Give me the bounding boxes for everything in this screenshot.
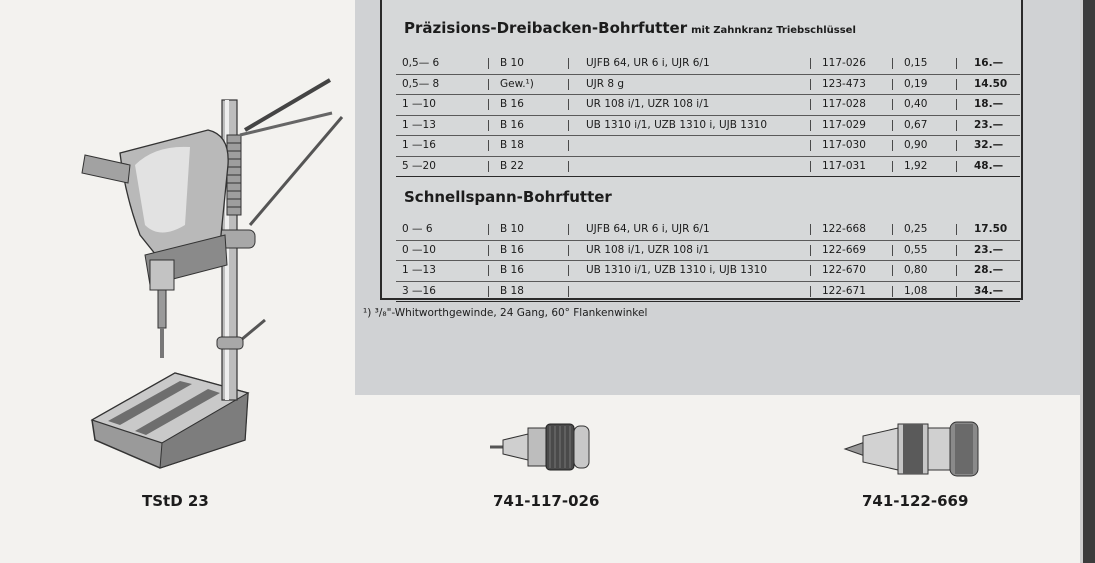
chuck-size-cell: 5 —20 bbox=[402, 159, 436, 172]
chuck-size-cell: 0,5— 8 bbox=[402, 77, 440, 90]
column-divider bbox=[568, 120, 569, 131]
cone-cell: B 18 bbox=[500, 284, 524, 297]
column-divider bbox=[810, 99, 811, 110]
weight-cell: 0,90 bbox=[904, 139, 928, 151]
weight-cell: 1,92 bbox=[904, 159, 928, 172]
weight-cell: 0,80 bbox=[904, 264, 928, 276]
chuck-price-table bbox=[380, 0, 1023, 300]
machines-cell: UR 108 i/1, UZR 108 i/1 bbox=[586, 243, 710, 256]
keyless-chuck-rows bbox=[396, 220, 1020, 302]
column-divider bbox=[568, 161, 569, 172]
drill-press-stand-image bbox=[80, 75, 350, 475]
column-divider bbox=[956, 120, 957, 131]
column-divider bbox=[892, 224, 893, 235]
chuck-size-cell: 1 —13 bbox=[402, 118, 436, 131]
weight-cell: 0,19 bbox=[904, 77, 928, 90]
table-row bbox=[396, 95, 1020, 116]
order-number-cell: 122-670 bbox=[822, 264, 866, 276]
order-number-cell: 122-671 bbox=[822, 284, 866, 297]
cone-cell: B 16 bbox=[500, 264, 524, 276]
column-divider bbox=[956, 224, 957, 235]
chuck-size-cell: 0 — 6 bbox=[402, 223, 433, 235]
chuck-size-cell: 0 —10 bbox=[402, 243, 436, 256]
column-divider bbox=[892, 99, 893, 110]
price-cell: 48.— bbox=[974, 159, 1004, 172]
column-divider bbox=[568, 99, 569, 110]
column-divider bbox=[488, 286, 489, 297]
footnote: ¹) ³/₈"-Whitworthgewinde, 24 Gang, 60° Flankenwinkel bbox=[363, 307, 648, 319]
table-row bbox=[396, 54, 1020, 75]
order-number-cell: 117-031 bbox=[822, 159, 866, 172]
section-title-keyless: Schnellspann-Bohrfutter bbox=[404, 188, 612, 206]
price-cell: 23.— bbox=[974, 243, 1004, 256]
column-divider bbox=[810, 245, 811, 256]
weight-cell: 0,67 bbox=[904, 118, 928, 131]
cone-cell: B 10 bbox=[500, 57, 524, 69]
column-divider bbox=[892, 161, 893, 172]
column-divider bbox=[892, 265, 893, 276]
weight-cell: 0,55 bbox=[904, 243, 928, 256]
column-divider bbox=[956, 99, 957, 110]
column-divider bbox=[810, 161, 811, 172]
column-divider bbox=[488, 265, 489, 276]
price-cell: 34.— bbox=[974, 284, 1004, 297]
cone-cell: B 16 bbox=[500, 243, 524, 256]
cone-cell: Gew.¹) bbox=[500, 77, 534, 90]
column-divider bbox=[956, 140, 957, 151]
column-divider bbox=[488, 161, 489, 172]
column-divider bbox=[892, 140, 893, 151]
keyless-drill-chuck-image bbox=[843, 418, 981, 480]
price-cell: 14.50 bbox=[974, 77, 1008, 90]
cone-cell: B 16 bbox=[500, 98, 524, 110]
chuck-size-cell: 1 —16 bbox=[402, 139, 436, 151]
column-divider bbox=[810, 120, 811, 131]
table-row bbox=[396, 241, 1020, 262]
column-divider bbox=[810, 140, 811, 151]
chuck-size-cell: 3 —16 bbox=[402, 284, 436, 297]
column-divider bbox=[488, 58, 489, 69]
cone-cell: B 16 bbox=[500, 118, 524, 131]
column-divider bbox=[488, 224, 489, 235]
column-divider bbox=[568, 265, 569, 276]
weight-cell: 0,15 bbox=[904, 57, 928, 69]
column-divider bbox=[568, 245, 569, 256]
column-divider bbox=[892, 58, 893, 69]
caption-chuck-1: 741-117-026 bbox=[493, 492, 600, 510]
price-cell: 16.— bbox=[974, 57, 1004, 69]
column-divider bbox=[568, 58, 569, 69]
section-title-precision-text: Präzisions-Dreibacken-Bohrfutter bbox=[404, 19, 688, 37]
order-number-cell: 117-026 bbox=[822, 57, 866, 69]
precision-chuck-rows bbox=[396, 54, 1020, 177]
column-divider bbox=[892, 79, 893, 90]
column-divider bbox=[892, 245, 893, 256]
weight-cell: 0,25 bbox=[904, 223, 928, 235]
column-divider bbox=[568, 224, 569, 235]
column-divider bbox=[810, 79, 811, 90]
order-number-cell: 122-668 bbox=[822, 223, 866, 235]
caption-stand: TStD 23 bbox=[142, 492, 209, 510]
column-divider bbox=[956, 58, 957, 69]
section-subtitle-precision: mit Zahnkranz Triebschlüssel bbox=[691, 25, 856, 36]
column-divider bbox=[568, 140, 569, 151]
column-divider bbox=[956, 265, 957, 276]
column-divider bbox=[956, 79, 957, 90]
price-cell: 28.— bbox=[974, 264, 1004, 276]
page-edge-dark bbox=[1083, 0, 1095, 563]
table-row bbox=[396, 220, 1020, 241]
table-row bbox=[396, 157, 1020, 178]
chuck-size-cell: 1 —13 bbox=[402, 264, 436, 276]
caption-chuck-2: 741-122-669 bbox=[862, 492, 969, 510]
machines-cell: UJFB 64, UR 6 i, UJR 6/1 bbox=[586, 57, 710, 69]
table-row bbox=[396, 261, 1020, 282]
chuck-size-cell: 0,5— 6 bbox=[402, 57, 440, 69]
column-divider bbox=[488, 245, 489, 256]
machines-cell: UR 108 i/1, UZR 108 i/1 bbox=[586, 98, 710, 110]
price-cell: 18.— bbox=[974, 98, 1004, 110]
column-divider bbox=[810, 286, 811, 297]
weight-cell: 1,08 bbox=[904, 284, 928, 297]
column-divider bbox=[488, 140, 489, 151]
cone-cell: B 10 bbox=[500, 223, 524, 235]
table-row bbox=[396, 116, 1020, 137]
column-divider bbox=[568, 79, 569, 90]
order-number-cell: 117-028 bbox=[822, 98, 866, 110]
column-divider bbox=[892, 120, 893, 131]
column-divider bbox=[488, 120, 489, 131]
column-divider bbox=[956, 161, 957, 172]
column-divider bbox=[956, 245, 957, 256]
column-divider bbox=[568, 286, 569, 297]
cone-cell: B 18 bbox=[500, 139, 524, 151]
chuck-size-cell: 1 —10 bbox=[402, 98, 436, 110]
table-row bbox=[396, 75, 1020, 96]
section-title-precision bbox=[404, 19, 856, 37]
order-number-cell: 122-669 bbox=[822, 243, 866, 256]
column-divider bbox=[810, 58, 811, 69]
column-divider bbox=[488, 79, 489, 90]
order-number-cell: 117-030 bbox=[822, 139, 866, 151]
machines-cell: UB 1310 i/1, UZB 1310 i, UJB 1310 bbox=[586, 118, 768, 131]
key-type-drill-chuck-image bbox=[488, 418, 593, 476]
column-divider bbox=[488, 99, 489, 110]
machines-cell: UJFB 64, UR 6 i, UJR 6/1 bbox=[586, 223, 710, 235]
column-divider bbox=[810, 224, 811, 235]
machines-cell: UJR 8 g bbox=[586, 77, 625, 90]
price-cell: 23.— bbox=[974, 118, 1004, 131]
column-divider bbox=[956, 286, 957, 297]
cone-cell: B 22 bbox=[500, 159, 524, 172]
table-row bbox=[396, 282, 1020, 303]
machines-cell: UB 1310 i/1, UZB 1310 i, UJB 1310 bbox=[586, 264, 768, 276]
price-cell: 32.— bbox=[974, 139, 1004, 151]
order-number-cell: 123-473 bbox=[822, 77, 866, 90]
column-divider bbox=[892, 286, 893, 297]
price-cell: 17.50 bbox=[974, 223, 1008, 235]
order-number-cell: 117-029 bbox=[822, 118, 866, 131]
weight-cell: 0,40 bbox=[904, 98, 928, 110]
column-divider bbox=[810, 265, 811, 276]
table-row bbox=[396, 136, 1020, 157]
